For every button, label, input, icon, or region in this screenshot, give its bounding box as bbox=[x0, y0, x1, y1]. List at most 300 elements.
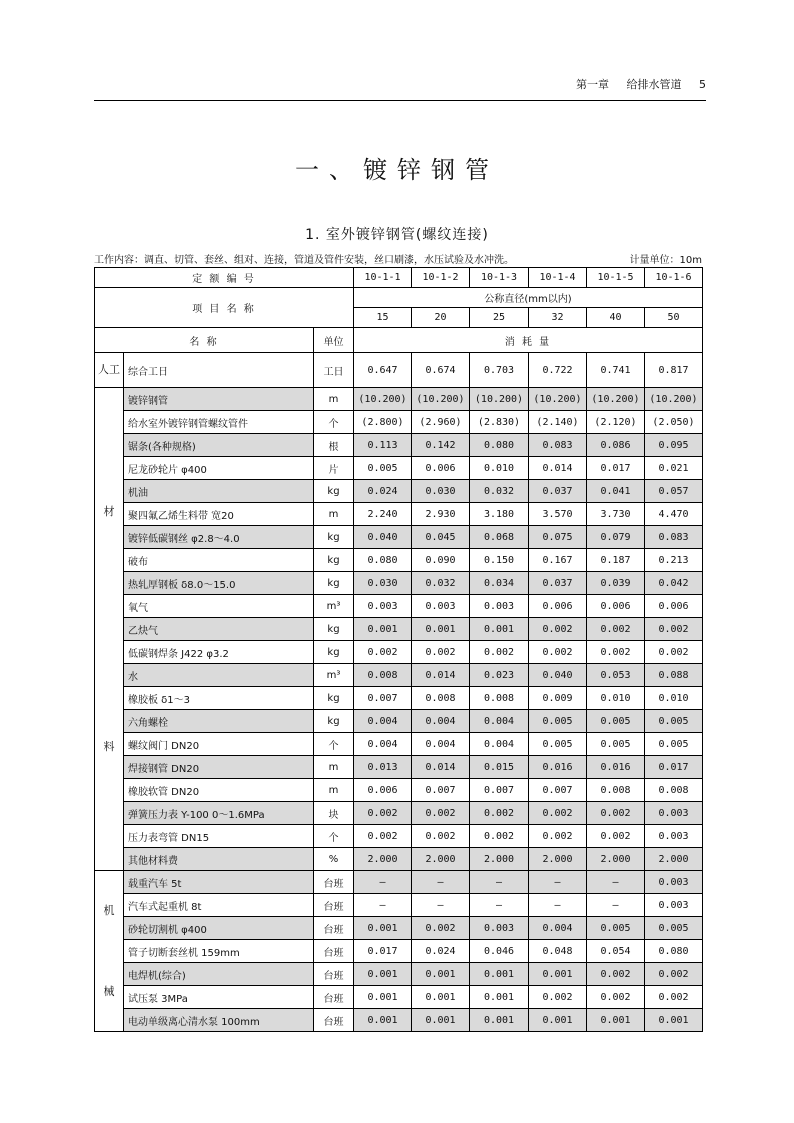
item-name: 弹簧压力表 Y-100 0～1.6MPa bbox=[124, 802, 314, 825]
item-value: — bbox=[587, 894, 645, 917]
quota-number: 10-1-3 bbox=[470, 268, 529, 288]
item-value: 0.003 bbox=[470, 917, 529, 940]
table-row bbox=[95, 641, 703, 664]
item-value: 0.003 bbox=[645, 825, 703, 848]
item-value: 0.013 bbox=[354, 756, 412, 779]
item-unit: 台班 bbox=[314, 986, 354, 1009]
item-unit: 台班 bbox=[314, 940, 354, 963]
item-value: 0.054 bbox=[587, 940, 645, 963]
table-row bbox=[95, 353, 703, 388]
category-char: 材 bbox=[103, 504, 115, 518]
subtitle: 1. 室外镀锌钢管(螺纹连接) bbox=[305, 227, 489, 243]
category-char: 机 bbox=[103, 903, 115, 917]
running-header bbox=[94, 76, 706, 90]
item-value: 0.083 bbox=[645, 526, 703, 549]
item-name: 管子切断套丝机 159mm bbox=[124, 940, 314, 963]
table-row bbox=[95, 986, 703, 1009]
item-unit: 个 bbox=[314, 825, 354, 848]
item-value: (2.140) bbox=[529, 411, 587, 434]
item-value: 0.005 bbox=[587, 710, 645, 733]
item-value: 0.079 bbox=[587, 526, 645, 549]
item-value: 0.002 bbox=[587, 825, 645, 848]
item-value: — bbox=[529, 871, 587, 894]
table-row bbox=[95, 894, 703, 917]
item-unit: kg bbox=[314, 641, 354, 664]
table-row bbox=[95, 825, 703, 848]
item-name: 热轧厚钢板 δ8.0～15.0 bbox=[124, 572, 314, 595]
item-name: 六角螺栓 bbox=[124, 710, 314, 733]
item-name: 焊接钢管 DN20 bbox=[124, 756, 314, 779]
item-name: 压力表弯管 DN15 bbox=[124, 825, 314, 848]
quota-number: 10-1-5 bbox=[587, 268, 645, 288]
item-value: (2.800) bbox=[354, 411, 412, 434]
item-name: 橡胶软管 DN20 bbox=[124, 779, 314, 802]
item-value: 0.003 bbox=[645, 802, 703, 825]
item-value: 0.045 bbox=[412, 526, 470, 549]
item-value: 0.015 bbox=[470, 756, 529, 779]
quota-number-label: 定 额 编 号 bbox=[95, 268, 354, 288]
item-value: 0.010 bbox=[645, 687, 703, 710]
item-value: 0.021 bbox=[645, 457, 703, 480]
item-value: 0.095 bbox=[645, 434, 703, 457]
item-value: 2.000 bbox=[587, 848, 645, 871]
item-value: — bbox=[587, 871, 645, 894]
item-value: 0.004 bbox=[470, 733, 529, 756]
item-value: 0.007 bbox=[412, 779, 470, 802]
item-value: 0.039 bbox=[587, 572, 645, 595]
item-name: 尼龙砂轮片 φ400 bbox=[124, 457, 314, 480]
item-value: — bbox=[412, 871, 470, 894]
item-name: 电动单级离心清水泵 100mm bbox=[124, 1009, 314, 1032]
item-unit: kg bbox=[314, 710, 354, 733]
item-unit: 工日 bbox=[314, 353, 354, 388]
item-value: 0.024 bbox=[354, 480, 412, 503]
item-value: 0.016 bbox=[587, 756, 645, 779]
table-row bbox=[95, 664, 703, 687]
item-value: (2.960) bbox=[412, 411, 470, 434]
item-value: 0.068 bbox=[470, 526, 529, 549]
diameter-value: 40 bbox=[587, 308, 645, 328]
diameter-label: 公称直径(mm以内) bbox=[354, 288, 703, 308]
item-value: 0.002 bbox=[587, 618, 645, 641]
item-value: 0.213 bbox=[645, 549, 703, 572]
item-value: 0.001 bbox=[354, 1009, 412, 1032]
item-value: 0.002 bbox=[645, 986, 703, 1009]
item-value: 0.142 bbox=[412, 434, 470, 457]
item-value: 0.002 bbox=[587, 802, 645, 825]
item-value: 0.002 bbox=[470, 641, 529, 664]
item-value: 2.000 bbox=[645, 848, 703, 871]
item-value: 0.001 bbox=[412, 963, 470, 986]
page-number: 5 bbox=[699, 78, 706, 91]
quota-number: 10-1-6 bbox=[645, 268, 703, 288]
item-unit: m bbox=[314, 756, 354, 779]
item-unit: 台班 bbox=[314, 963, 354, 986]
item-unit: m³ bbox=[314, 595, 354, 618]
item-value: 0.040 bbox=[354, 526, 412, 549]
item-value: 3.570 bbox=[529, 503, 587, 526]
table-row bbox=[95, 411, 703, 434]
item-unit: 台班 bbox=[314, 917, 354, 940]
item-value: 0.002 bbox=[529, 618, 587, 641]
item-value: (10.200) bbox=[587, 388, 645, 411]
item-value: 0.024 bbox=[412, 940, 470, 963]
item-value: 0.002 bbox=[354, 825, 412, 848]
table-row bbox=[95, 963, 703, 986]
item-value: 0.006 bbox=[587, 595, 645, 618]
item-value: 0.006 bbox=[645, 595, 703, 618]
machine-category-cell bbox=[95, 871, 124, 1032]
item-value: 0.002 bbox=[645, 641, 703, 664]
item-name: 破布 bbox=[124, 549, 314, 572]
item-value: 0.007 bbox=[529, 779, 587, 802]
item-value: 0.002 bbox=[470, 802, 529, 825]
item-value: (10.200) bbox=[412, 388, 470, 411]
item-value: 0.002 bbox=[587, 963, 645, 986]
table-row bbox=[95, 779, 703, 802]
item-value: (10.200) bbox=[529, 388, 587, 411]
item-value: 0.090 bbox=[412, 549, 470, 572]
item-value: 0.001 bbox=[470, 986, 529, 1009]
item-value: 2.000 bbox=[412, 848, 470, 871]
quota-number: 10-1-2 bbox=[412, 268, 470, 288]
item-name: 综合工日 bbox=[124, 353, 314, 388]
item-unit: m bbox=[314, 388, 354, 411]
item-value: 0.017 bbox=[587, 457, 645, 480]
table-row bbox=[95, 871, 703, 894]
item-name: 砂轮切割机 φ400 bbox=[124, 917, 314, 940]
table-row bbox=[95, 710, 703, 733]
item-value: 2.240 bbox=[354, 503, 412, 526]
item-unit: kg bbox=[314, 572, 354, 595]
item-value: 0.001 bbox=[470, 963, 529, 986]
item-value: 0.002 bbox=[645, 618, 703, 641]
item-value: (2.830) bbox=[470, 411, 529, 434]
item-value: 0.001 bbox=[412, 986, 470, 1009]
item-value: 0.005 bbox=[587, 917, 645, 940]
item-unit: kg bbox=[314, 618, 354, 641]
item-value: 3.180 bbox=[470, 503, 529, 526]
item-value: 0.167 bbox=[529, 549, 587, 572]
chapter-title: 给排水管道 bbox=[626, 78, 682, 91]
item-value: 0.150 bbox=[470, 549, 529, 572]
item-value: 2.930 bbox=[412, 503, 470, 526]
item-value: (2.120) bbox=[587, 411, 645, 434]
item-value: 3.730 bbox=[587, 503, 645, 526]
diameter-value: 50 bbox=[645, 308, 703, 328]
item-value: 0.002 bbox=[529, 825, 587, 848]
item-value: 0.017 bbox=[645, 756, 703, 779]
item-name: 试压泵 3MPa bbox=[124, 986, 314, 1009]
item-value: 0.002 bbox=[412, 917, 470, 940]
item-value: 0.001 bbox=[470, 618, 529, 641]
item-value: 0.005 bbox=[645, 710, 703, 733]
item-value: 0.008 bbox=[645, 779, 703, 802]
item-name: 锯条(各种规格) bbox=[124, 434, 314, 457]
item-name: 乙炔气 bbox=[124, 618, 314, 641]
item-value: 0.057 bbox=[645, 480, 703, 503]
item-value: 0.002 bbox=[529, 986, 587, 1009]
item-name: 给水室外镀锌钢管螺纹管件 bbox=[124, 411, 314, 434]
item-name: 载重汽车 5t bbox=[124, 871, 314, 894]
item-value: 0.004 bbox=[412, 733, 470, 756]
item-value: 0.008 bbox=[354, 664, 412, 687]
item-value: 0.005 bbox=[645, 917, 703, 940]
item-value: 0.006 bbox=[412, 457, 470, 480]
item-value: 0.003 bbox=[412, 595, 470, 618]
table-row bbox=[95, 940, 703, 963]
quota-number-row bbox=[95, 268, 703, 288]
item-unit: 台班 bbox=[314, 894, 354, 917]
diameter-value: 15 bbox=[354, 308, 412, 328]
item-value: 0.030 bbox=[412, 480, 470, 503]
item-name: 水 bbox=[124, 664, 314, 687]
item-value: 0.741 bbox=[587, 353, 645, 388]
item-name: 汽车式起重机 8t bbox=[124, 894, 314, 917]
item-value: 0.041 bbox=[587, 480, 645, 503]
item-value: 0.030 bbox=[354, 572, 412, 595]
item-value: 0.007 bbox=[470, 779, 529, 802]
item-value: 0.647 bbox=[354, 353, 412, 388]
item-unit: 个 bbox=[314, 411, 354, 434]
table-row bbox=[95, 388, 703, 411]
item-value: (10.200) bbox=[470, 388, 529, 411]
table-row bbox=[95, 756, 703, 779]
item-value: 0.083 bbox=[529, 434, 587, 457]
section-title: 一、镀锌钢管 bbox=[295, 156, 499, 184]
table-row bbox=[95, 618, 703, 641]
item-unit: 台班 bbox=[314, 1009, 354, 1032]
item-value: 0.004 bbox=[529, 917, 587, 940]
item-value: 0.001 bbox=[354, 618, 412, 641]
item-value: 0.002 bbox=[587, 641, 645, 664]
item-value: 0.006 bbox=[529, 595, 587, 618]
item-name: 电焊机(综合) bbox=[124, 963, 314, 986]
item-value: 0.674 bbox=[412, 353, 470, 388]
item-value: 0.002 bbox=[645, 963, 703, 986]
item-value: 2.000 bbox=[470, 848, 529, 871]
item-unit: 片 bbox=[314, 457, 354, 480]
item-value: — bbox=[470, 894, 529, 917]
item-name: 低碳钢焊条 J422 φ3.2 bbox=[124, 641, 314, 664]
table-row bbox=[95, 1009, 703, 1032]
item-value: (2.050) bbox=[645, 411, 703, 434]
labor-category-cell bbox=[95, 353, 124, 388]
item-value: 0.088 bbox=[645, 664, 703, 687]
item-value: 0.008 bbox=[470, 687, 529, 710]
table-row bbox=[95, 595, 703, 618]
item-name: 聚四氟乙烯生料带 宽20 bbox=[124, 503, 314, 526]
diameter-value: 32 bbox=[529, 308, 587, 328]
item-name: 螺纹阀门 DN20 bbox=[124, 733, 314, 756]
item-value: 0.014 bbox=[412, 756, 470, 779]
category-char: 人工 bbox=[98, 363, 120, 376]
item-value: 0.001 bbox=[470, 1009, 529, 1032]
item-unit: kg bbox=[314, 687, 354, 710]
item-value: 0.004 bbox=[354, 710, 412, 733]
quota-number: 10-1-4 bbox=[529, 268, 587, 288]
table-row bbox=[95, 917, 703, 940]
item-value: — bbox=[354, 871, 412, 894]
item-name: 氧气 bbox=[124, 595, 314, 618]
item-value: 0.032 bbox=[470, 480, 529, 503]
item-value: 0.002 bbox=[529, 802, 587, 825]
consumption-label: 消 耗 量 bbox=[354, 328, 703, 353]
item-value: — bbox=[354, 894, 412, 917]
item-value: 0.001 bbox=[354, 986, 412, 1009]
item-unit: 台班 bbox=[314, 871, 354, 894]
item-value: 0.001 bbox=[645, 1009, 703, 1032]
item-value: 0.017 bbox=[354, 940, 412, 963]
item-value: 0.042 bbox=[645, 572, 703, 595]
measure-unit: 计量单位：10m bbox=[629, 255, 702, 266]
item-value: 0.009 bbox=[529, 687, 587, 710]
item-value: 0.703 bbox=[470, 353, 529, 388]
quota-number: 10-1-1 bbox=[354, 268, 412, 288]
unit-column-label: 单位 bbox=[314, 328, 354, 353]
item-value: 0.016 bbox=[529, 756, 587, 779]
table-row bbox=[95, 434, 703, 457]
table-row bbox=[95, 572, 703, 595]
item-value: 0.002 bbox=[354, 641, 412, 664]
item-value: 0.075 bbox=[529, 526, 587, 549]
table-row bbox=[95, 687, 703, 710]
table-row bbox=[95, 848, 703, 871]
item-value: (10.200) bbox=[354, 388, 412, 411]
item-value: 0.001 bbox=[587, 1009, 645, 1032]
item-value: 0.008 bbox=[412, 687, 470, 710]
item-value: 0.003 bbox=[645, 871, 703, 894]
item-value: — bbox=[529, 894, 587, 917]
work-content-line bbox=[94, 251, 706, 266]
table-row bbox=[95, 457, 703, 480]
item-value: 0.004 bbox=[354, 733, 412, 756]
item-value: 0.086 bbox=[587, 434, 645, 457]
item-value: 0.005 bbox=[529, 710, 587, 733]
item-unit: 根 bbox=[314, 434, 354, 457]
item-value: 0.722 bbox=[529, 353, 587, 388]
item-value: 0.014 bbox=[412, 664, 470, 687]
item-value: 0.001 bbox=[412, 1009, 470, 1032]
table-row bbox=[95, 802, 703, 825]
item-name: 橡胶板 δ1～3 bbox=[124, 687, 314, 710]
item-value: 0.023 bbox=[470, 664, 529, 687]
table-row bbox=[95, 733, 703, 756]
item-value: 4.470 bbox=[645, 503, 703, 526]
item-value: 0.187 bbox=[587, 549, 645, 572]
item-value: 0.005 bbox=[587, 733, 645, 756]
item-value: 0.007 bbox=[354, 687, 412, 710]
item-value: 0.113 bbox=[354, 434, 412, 457]
item-value: 0.005 bbox=[529, 733, 587, 756]
item-unit: % bbox=[314, 848, 354, 871]
item-value: 0.037 bbox=[529, 480, 587, 503]
item-value: 0.002 bbox=[354, 802, 412, 825]
item-value: 0.003 bbox=[645, 894, 703, 917]
item-unit: m bbox=[314, 503, 354, 526]
item-value: 0.040 bbox=[529, 664, 587, 687]
table-row bbox=[95, 480, 703, 503]
item-value: 0.048 bbox=[529, 940, 587, 963]
name-column-label: 名 称 bbox=[95, 328, 314, 353]
item-value: 0.032 bbox=[412, 572, 470, 595]
item-value: 0.002 bbox=[412, 802, 470, 825]
item-value: — bbox=[412, 894, 470, 917]
quota-table bbox=[94, 267, 703, 1032]
item-value: — bbox=[470, 871, 529, 894]
item-value: 0.008 bbox=[587, 779, 645, 802]
item-unit: m bbox=[314, 779, 354, 802]
item-value: 0.003 bbox=[470, 595, 529, 618]
item-value: 0.080 bbox=[470, 434, 529, 457]
diameter-value: 20 bbox=[412, 308, 470, 328]
item-value: 0.001 bbox=[529, 963, 587, 986]
item-name: 镀锌低碳钢丝 φ2.8～4.0 bbox=[124, 526, 314, 549]
item-value: 0.046 bbox=[470, 940, 529, 963]
item-value: 0.004 bbox=[470, 710, 529, 733]
item-value: 0.001 bbox=[412, 618, 470, 641]
item-name: 其他材料费 bbox=[124, 848, 314, 871]
item-value: 0.002 bbox=[529, 641, 587, 664]
item-name-label: 项 目 名 称 bbox=[95, 288, 354, 328]
item-value: 2.000 bbox=[354, 848, 412, 871]
table-row bbox=[95, 503, 703, 526]
item-unit: 个 bbox=[314, 733, 354, 756]
category-char: 械 bbox=[103, 984, 115, 998]
item-value: 0.002 bbox=[412, 825, 470, 848]
material-category-cell bbox=[95, 388, 124, 871]
item-value: 0.817 bbox=[645, 353, 703, 388]
item-unit: kg bbox=[314, 480, 354, 503]
item-unit: kg bbox=[314, 526, 354, 549]
item-value: 2.000 bbox=[529, 848, 587, 871]
item-name: 镀锌钢管 bbox=[124, 388, 314, 411]
item-value: 0.014 bbox=[529, 457, 587, 480]
item-value: 0.034 bbox=[470, 572, 529, 595]
table-row bbox=[95, 549, 703, 572]
column-header-row bbox=[95, 328, 703, 353]
item-value: 0.080 bbox=[645, 940, 703, 963]
item-unit: kg bbox=[314, 549, 354, 572]
item-value: 0.003 bbox=[354, 595, 412, 618]
item-value: 0.037 bbox=[529, 572, 587, 595]
item-value: 0.005 bbox=[645, 733, 703, 756]
category-char: 料 bbox=[103, 739, 115, 753]
item-name: 机油 bbox=[124, 480, 314, 503]
item-value: (10.200) bbox=[645, 388, 703, 411]
diameter-header-row bbox=[95, 288, 703, 308]
item-value: 0.080 bbox=[354, 549, 412, 572]
item-value: 0.002 bbox=[587, 986, 645, 1009]
item-value: 0.005 bbox=[354, 457, 412, 480]
diameter-value: 25 bbox=[470, 308, 529, 328]
item-value: 0.002 bbox=[412, 641, 470, 664]
item-unit: m³ bbox=[314, 664, 354, 687]
item-value: 0.053 bbox=[587, 664, 645, 687]
item-value: 0.004 bbox=[412, 710, 470, 733]
item-value: 0.001 bbox=[529, 1009, 587, 1032]
table-row bbox=[95, 526, 703, 549]
item-value: 0.006 bbox=[354, 779, 412, 802]
header-rule bbox=[94, 100, 706, 101]
item-value: 0.001 bbox=[354, 917, 412, 940]
work-content: 工作内容：调直、切管、套丝、组对、连接，管道及管件安装，丝口刷漆，水压试验及水冲洗。 bbox=[94, 255, 514, 266]
item-value: 0.010 bbox=[587, 687, 645, 710]
item-value: 0.002 bbox=[470, 825, 529, 848]
item-unit: 块 bbox=[314, 802, 354, 825]
item-value: 0.001 bbox=[354, 963, 412, 986]
item-value: 0.010 bbox=[470, 457, 529, 480]
